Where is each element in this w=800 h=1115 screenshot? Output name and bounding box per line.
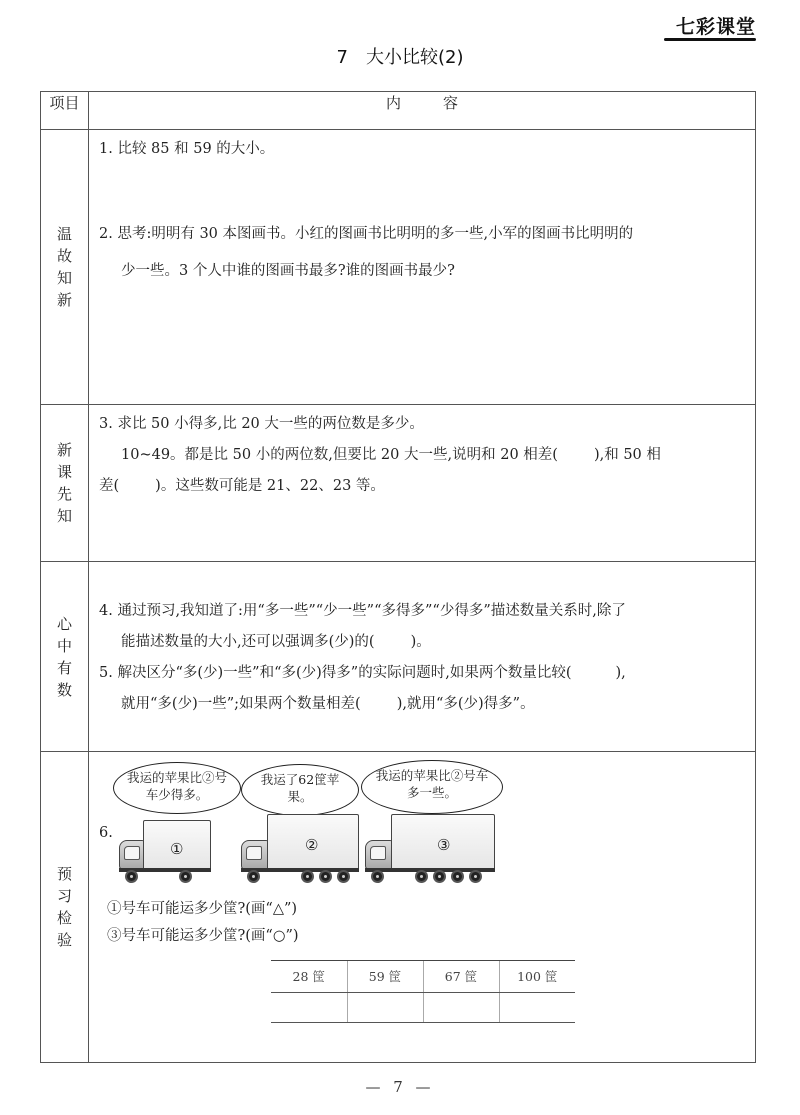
wheel [319,870,332,883]
section-check [41,752,756,1063]
option-cell: 67 筐 [423,961,499,993]
question-4-line-1: 4. 通过预习,我知道了:用“多一些”“少一些”“多得多”“少得多”描述数量关系时,除了 [99,603,626,619]
question-4-line-2: 能描述数量的大小,还可以强调多(少)的( )。 [121,634,431,650]
section-review [41,130,756,405]
wheel [247,870,260,883]
question-5-line-1: 5. 解决区分“多(少)一些”和“多(少)得多”的实际问题时,如果两个数量比较( ), [99,665,626,681]
wheel [433,870,446,883]
answer-cell[interactable] [499,993,575,1023]
trucks-illustration [89,760,755,890]
truck-cab [241,840,269,870]
wheel [125,870,138,883]
answer-cell[interactable] [347,993,423,1023]
section-understanding [41,562,756,752]
header-item: 项目 [41,92,89,130]
section-content [89,562,756,752]
page-number: — 7 — [365,1078,435,1096]
speech-bubble-truck-1: 我运的苹果比②号车少得多。 [113,762,241,814]
truck-3 [365,814,495,884]
wheel [179,870,192,883]
question-3: 3. 求比 50 小得多,比 20 大一些的两位数是多少。 [99,416,424,432]
option-cell: 28 筐 [271,961,347,993]
truck-1 [119,820,211,884]
wheel [451,870,464,883]
task-1: ①号车可能运多少筐?(画“△”) [107,901,298,917]
section-content [89,405,756,562]
question-5-line-2: 就用“多(少)一些”;如果两个数量相差( ),就用“多(少)得多”。 [121,696,535,712]
table-header [41,92,756,130]
options-header-row [271,961,575,993]
section-label: 预 习 检 验 [41,752,89,1063]
brand-logo: 七彩课堂 [675,16,756,38]
speech-bubble-truck-3: 我运的苹果比②号车多一些。 [361,760,503,814]
answer-cell[interactable] [423,993,499,1023]
question-2-line-2: 少一些。3 个人中谁的图画书最多?谁的图画书最少? [121,263,455,279]
truck-cab [365,840,393,870]
lesson-title: 大小比较(2) [365,47,464,68]
truck-2 [241,814,359,884]
wheel [301,870,314,883]
wheel [469,870,482,883]
question-1: 1. 比较 85 和 59 的大小。 [99,141,275,157]
truck-2-label: ② [305,836,319,854]
truck-cab [119,840,145,870]
section-preview [41,405,756,562]
section-label: 新 课 先 知 [41,405,89,562]
task-2: ③号车可能运多少筐?(画“○”) [107,928,299,944]
speech-bubble-truck-2: 我运了62筐苹果。 [241,764,359,816]
question-3-line-2: 10~49。都是比 50 小的两位数,但要比 20 大一些,说明和 20 相差( ),和 50 相 [121,447,661,463]
wheel [371,870,384,883]
section-label: 温 故 知 新 [41,130,89,405]
wheel [415,870,428,883]
brand-underline [664,38,756,41]
section-label: 心 中 有 数 [41,562,89,752]
page-title [0,43,800,69]
lesson-number: 7 [336,47,348,68]
option-cell: 59 筐 [347,961,423,993]
question-6-number: 6. [99,825,113,841]
truck-1-label: ① [170,840,184,858]
question-3-line-3: 差( )。这些数可能是 21、22、23 等。 [99,478,385,494]
header-content: 内容 [89,92,756,130]
truck-3-label: ③ [437,836,451,854]
lesson-table [40,91,756,1063]
options-table [271,960,575,1023]
section-content [89,130,756,405]
wheel [337,870,350,883]
answer-cell[interactable] [271,993,347,1023]
question-2-line-1: 2. 思考:明明有 30 本图画书。小红的图画书比明明的多一些,小军的图画书比明明的 [99,226,634,242]
options-answer-row [271,993,575,1023]
section-content [89,752,756,1063]
option-cell: 100 筐 [499,961,575,993]
